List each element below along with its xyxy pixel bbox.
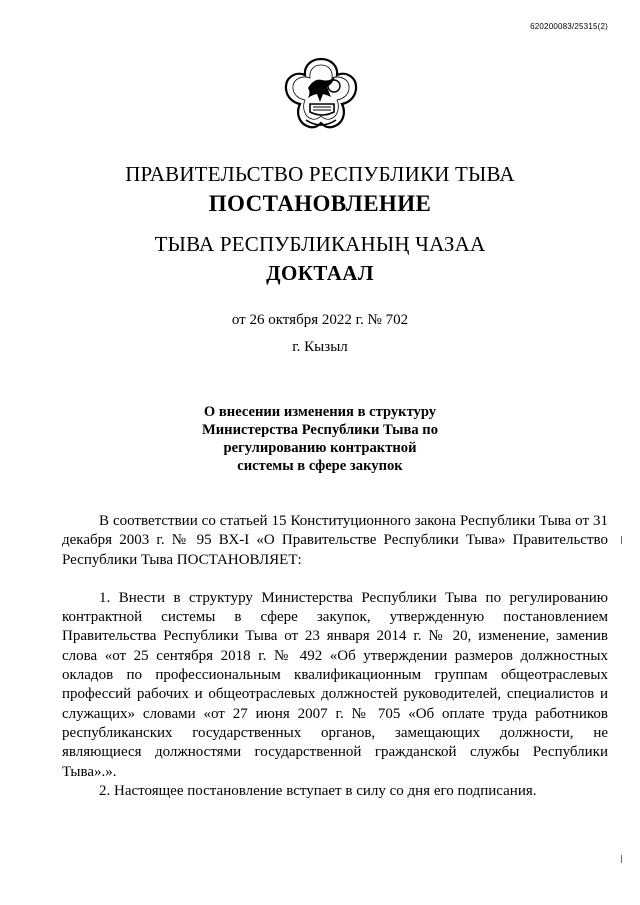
coat-of-arms-tyva-icon [280, 56, 362, 142]
decree-heading-tuvan: ДОКТААЛ [266, 261, 374, 285]
clause-1-paragraph: 1. Внести в структуру Министерства Республики Тыва по регулированию контрактной системы в сфере закупок, утвержденную постановлением Правительства Республики Тыва от 23 января 2014 г. № 20, изменение, заменив слова «от 25 сентября 2018 г. № 492 «Об утверждении размеров должностных окладов по профессиональным квалификационным группам общеотраслевых профессий рабочих и общеотраслевых должностей руководителей, специалистов и служащих» словами «от 27 июня 2007 г. № 705 «Об оплате труда работников республиканских государственных органов, замещающих должности, не являющиеся должностями государственной гражданской службы Республики Тыва».». [62, 589, 608, 780]
document-id: 620200083/25315(2) [530, 22, 608, 31]
decree-city: г. Кызыл [292, 339, 348, 355]
subject-line: системы в сфере закупок [237, 458, 403, 474]
subject-line: О внесении изменения в структуру [203, 404, 437, 420]
government-title: ПРАВИТЕЛЬСТВО РЕСПУБЛИКИ ТЫВА [125, 162, 515, 186]
decree-subject [195, 403, 445, 475]
subject-line: Министерства Республики Тыва по [201, 422, 438, 438]
clause-2-paragraph: 2. Настоящее постановление вступает в силу со дня его подписания. [99, 782, 537, 799]
subject-line: регулированию контрактной [223, 440, 417, 456]
margin-mark [621, 855, 622, 863]
decree-date: от 26 октября 2022 г. № 702 [231, 312, 409, 328]
preamble-paragraph: В соответствии со статьей 15 Конституционного закона Республики Тыва от 31 декабря 2003 г. № 95 ВХ-I «О Правительстве Республики Тыва» Правительство Республики Тыва ПОСТАНОВЛЯЕТ: [62, 513, 608, 568]
government-title-tuvan: ТЫВА РЕСПУБЛИКАНЫҢ ЧАЗАА [154, 232, 486, 256]
decree-heading: ПОСТАНОВЛЕНИЕ [208, 191, 432, 216]
decree-body [62, 512, 608, 801]
margin-mark [621, 536, 622, 544]
